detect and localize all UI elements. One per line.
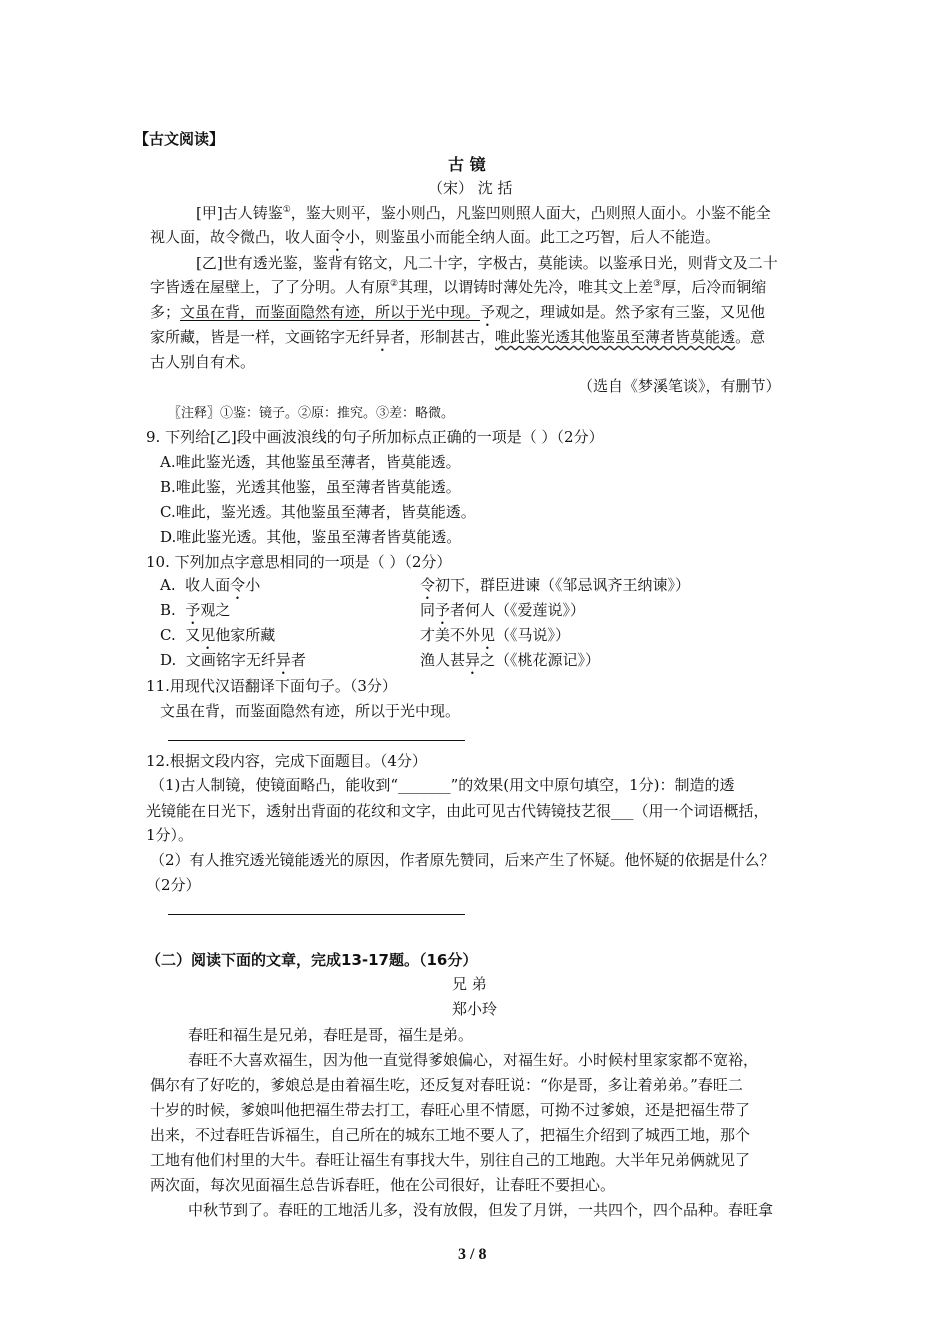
text: （用一个词语概括， [633, 802, 769, 820]
text: 多； [150, 303, 181, 321]
q10-row-d-left [160, 649, 306, 678]
text: 者，形制甚古， [390, 328, 496, 346]
fill-blank[interactable]: ___ [611, 802, 634, 820]
story-line-4: 十岁的时候，爹娘叫他把福生带去打工，春旺心里不情愿，可拗不过爹娘，还是把福生带了 [150, 1101, 751, 1119]
dotted-char: 令 [420, 576, 436, 594]
q9-option-c: C.唯此，鉴光透。其他鉴虽至薄者，皆莫能透。 [160, 503, 476, 521]
story-line-8: 中秋节到了。春旺的工地活儿多，没有放假，但发了月饼，一共四个，四个品种。春旺拿 [188, 1201, 774, 1219]
underlined-sentence: 文虽在背，而鉴面隐然有迹，所以于光中现。 [180, 303, 481, 321]
q9-option-a: A.唯此鉴光透，其他鉴虽至薄者，皆莫能透。 [160, 453, 461, 471]
text: 视人面，故令微凸，收人面 [150, 228, 331, 246]
text: 小，则鉴虽小而能全纳人面。此工之巧智，后人不能造。 [345, 228, 721, 246]
text: 初下，群臣进谏（《邹忌讽齐王纳谏》） [435, 576, 691, 594]
classical-title: 古 镜 [448, 155, 486, 174]
q12-part2-line1: （2）有人推究透光镜能透光的原因，作者原先赞同，后来产生了怀疑。他怀疑的依据是什么？ [150, 851, 775, 869]
text: 才美不外 [420, 626, 481, 644]
text: 收人面 [185, 576, 231, 594]
dotted-char: 令 [230, 576, 246, 594]
label: A. [160, 576, 176, 594]
text: 者 [290, 651, 306, 669]
part2-title: 兄 弟 [452, 975, 487, 993]
q12-part1-line1 [150, 774, 735, 795]
dotted-char: 见 [200, 626, 216, 644]
text: 之（《桃花源记》） [480, 651, 601, 669]
q12-answer-line[interactable] [168, 914, 465, 915]
label: C. [160, 626, 176, 644]
q11-sentence: 文虽在背，而鉴面隐然有迹，所以于光中现。 [160, 702, 461, 720]
story-line-2: 春旺不大喜欢福生，因为他一直觉得爹娘偏心，对福生好。小时候村里家家都不宽裕， [188, 1051, 759, 1069]
text: 小 [245, 576, 261, 594]
dotted-char: 异 [375, 328, 391, 346]
text: 文画铭字无纤 [185, 651, 276, 669]
text: 又 [185, 626, 201, 644]
story-line-5: 出来，不过春旺告诉福生，自己所在的城东工地不要人了，把福生介绍到了城西工地，那个 [150, 1126, 751, 1144]
para-b-line-5: 古人别自有术。 [150, 353, 256, 371]
page-number: 3 / 8 [458, 1246, 487, 1263]
story-line-1: 春旺和福生是兄弟，春旺是哥，福生是弟。 [188, 1026, 474, 1044]
q12-stem: 12.根据文段内容，完成下面题目。（4分） [146, 752, 427, 770]
dotted-char: 予 [435, 601, 451, 619]
q9-option-b: B.唯此鉴，光透其他鉴，虽至薄者皆莫能透。 [160, 478, 461, 496]
para-b-line-2 [150, 276, 766, 297]
dotted-char: 异 [465, 651, 481, 669]
text: 观之 [200, 601, 231, 619]
q12-part2-line2: （2分） [146, 876, 201, 894]
dotted-char: 异 [275, 651, 291, 669]
text: [甲]古人铸鉴 [196, 204, 283, 222]
dotted-char: 见 [480, 626, 496, 644]
text: 光镜能在日光下，透射出背面的花纹和文字，由此可见古代铸镜技艺很 [146, 802, 612, 820]
text: 者何人（《爱莲说》） [450, 601, 586, 619]
text: （1)古人制镜，使镜面略凸，能收到“ [150, 776, 399, 794]
text: 渔人甚 [420, 651, 466, 669]
dotted-char: 令 [330, 228, 346, 246]
text: 其理，以谓铸时薄处先冷，唯其文上差 [398, 278, 654, 296]
story-line-6: 工地有他们村里的大牛。春旺让福生有事找大牛，别往自己的工地跑。大半年兄弟俩就见了 [150, 1151, 751, 1169]
text: 字皆透在屋壁上，了了分明。人有原 [150, 278, 391, 296]
q11-stem: 11.用现代汉语翻译下面句子。（3分） [146, 677, 397, 695]
q9-stem: 9. 下列给[乙]段中画波浪线的句子所加标点正确的一项是（ ）（2分） [146, 428, 604, 446]
footnote-mark: ② [390, 279, 399, 289]
text: 同 [420, 601, 436, 619]
dotted-char: 予 [480, 303, 496, 321]
footnote-mark: ① [282, 205, 291, 215]
q12-part1-line2 [146, 800, 769, 821]
text: ，鉴大则平，鉴小则凸，凡鉴凹则照人面大，凸则照人面小。小鉴不能全 [290, 204, 771, 222]
q11-answer-line[interactable] [168, 740, 465, 741]
text: 厚，后冷而铜缩 [661, 278, 767, 296]
footnote-mark: ③ [653, 279, 662, 289]
q10-stem: 10. 下列加点字意思相同的一项是（ ）（2分） [146, 553, 452, 571]
section-title: 【古文阅读】 [134, 130, 225, 148]
text: 他家所藏 [215, 626, 276, 644]
text: （《马说》） [495, 626, 571, 644]
classical-author: （宋） 沈 括 [428, 179, 513, 197]
q12-part1-line3: 1分）。 [146, 826, 194, 844]
text: 家所藏，皆是一样，文画铭字无纤 [150, 328, 376, 346]
story-line-3: 偶尔有了好吃的，爹娘总是由着福生吃，还反复对春旺说：“你是哥，多让着弟弟。”春旺二 [150, 1076, 743, 1094]
dotted-char: 予 [185, 601, 201, 619]
part2-heading: （二）阅读下面的文章，完成13-17题。（16分） [146, 951, 478, 969]
label: D. [160, 651, 177, 669]
q9-option-d: D.唯此鉴光透。其他，鉴虽至薄者皆莫能透。 [160, 528, 462, 546]
text: 。意 [735, 328, 766, 346]
part2-author: 郑小玲 [452, 1000, 498, 1018]
annotations: 〖注释〗①鉴：镜子。②原：推究。③差：略微。 [168, 406, 455, 421]
fill-blank[interactable]: _______ [398, 776, 451, 794]
story-line-7: 两次面，每次见面福生总告诉春旺，他在公司很好，让春旺不要担心。 [150, 1176, 616, 1194]
label: B. [160, 601, 176, 619]
para-b-line-1: [乙]世有透光鉴，鉴背有铭文，凡二十字，字极古，莫能读。以鉴承日光，则背文及二十 [196, 254, 778, 272]
text: 观之，理诚如是。然予家有三鉴，又见他 [495, 303, 766, 321]
wavy-underlined-sentence: 唯此鉴光透其他鉴虽至薄者皆莫能透 [495, 328, 736, 346]
para-a-line-2 [150, 226, 720, 255]
text: ”的效果(用文中原句填空，1分)：制造的透 [450, 776, 735, 794]
para-a-line-1 [196, 202, 771, 223]
source-note: （选自《梦溪笔谈》，有删节） [578, 377, 781, 395]
q10-row-d-right [420, 649, 600, 678]
